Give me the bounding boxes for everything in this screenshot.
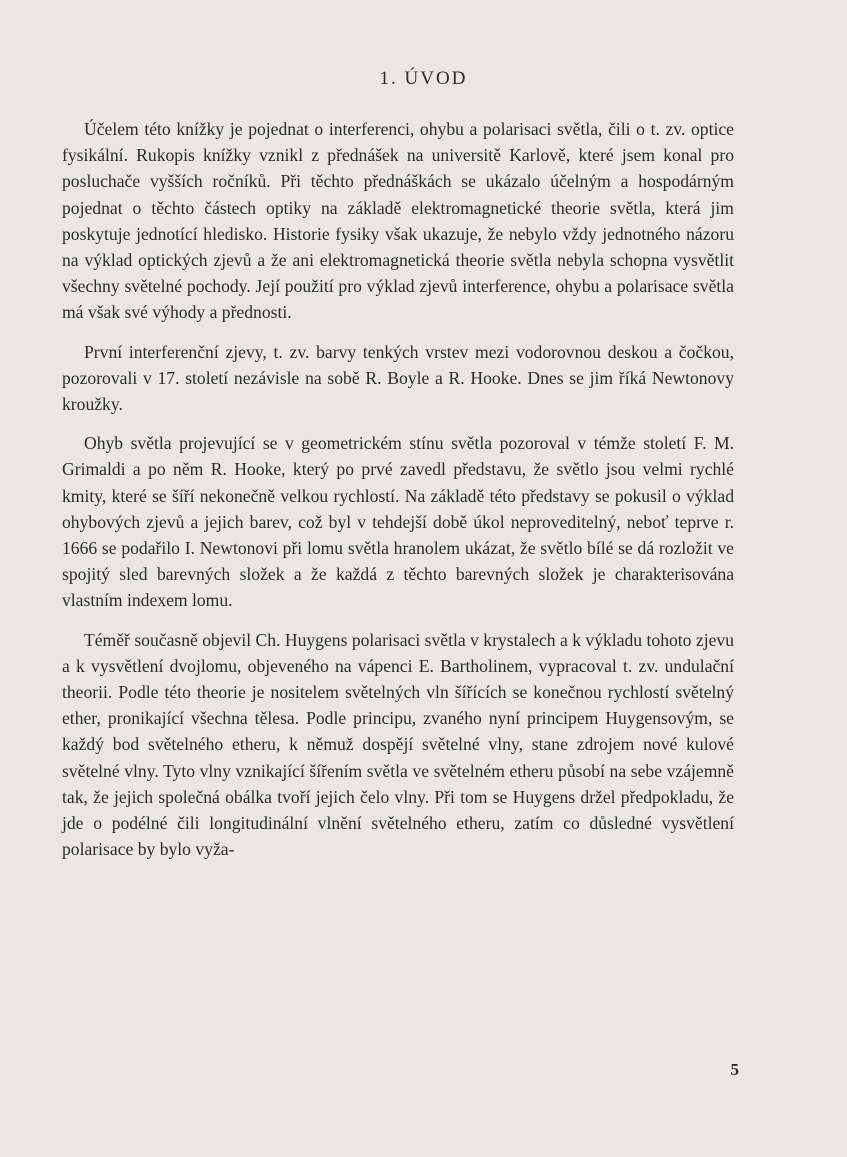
page-number: 5 [730,1060,739,1079]
chapter-heading: 1. ÚVOD [379,68,468,89]
paragraph-1: Účelem této knížky je pojednat o interferenci, ohybu a polarisaci světla, čili o t. zv. optice fysikální. Rukopis knížky vznikl z přednášek na universitě Karlově, které jsem konal pro posluchače vyšších ročníků. Při těchto přednáškách se ukázalo účelným a hospodárným pojednat o těchto částech optiky na základě elektromagnetické theorie světla, která jim poskytuje jednotící hledisko. Historie fysiky však ukazuje, že nebylo vždy jednotného názoru na výklad optických zjevů a že ani elektromagnetická theorie světla nebyla schopna vysvětlit všechny světelné pochody. Její použití pro výklad zjevů interference, ohybu a polarisace světla má však své výhody a přednosti. [62,119,734,323]
paragraph-2: První interferenční zjevy, t. zv. barvy tenkých vrstev mezi vodorovnou deskou a čočkou, pozorovali v 17. století nezávisle na sobě R. Boyle a R. Hooke. Dnes se jim říká Newtonovy kroužky. [62,341,734,415]
paragraph-3: Ohyb světla projevující se v geometrickém stínu světla pozoroval v témže století F. M. Grimaldi a po něm R. Hooke, který po prvé zavedl představu, že světlo jsou velmi rychlé kmity, které se šíří nekonečně velkou rychlostí. Na základě této představy se pokusil o výklad ohybových zjevů a jejich barev, což byl v tehdejší době úkol neproveditelný, neboť teprve r. 1666 se podařilo I. Newtonovi při lomu světla hranolem ukázat, že světlo bílé se dá rozložit ve spojitý sled barevných složek a že každá z těchto barevných složek je charakterisována vlastním indexem lomu. [62,433,734,611]
paragraph-4: Téměř současně objevil Ch. Huygens polarisaci světla v krystalech a k výkladu tohoto zjevu a k vysvětlení dvojlomu, objeveného na vápenci E. Bartholinem, vypracoval t. zv. undulační theorii. Podle této theorie je nositelem světelných vln šířících se konečnou rychlostí světelný ether, pronikající všechna tělesa. Podle principu, zvaného nyní principem Huygensovým, se každý bod světelného etheru, k němuž dospějí světelné vlny, stane zdrojem nové kulové světelné vlny. Tyto vlny vznikající šířením světla ve světelném etheru působí na sebe vzájemně tak, že jejich společná obálka tvoří jejich čelo vlny. Při tom se Huygens držel předpokladu, že jde o podélné čili longitudinální vlnění světelného etheru, zatím co důsledné vysvětlení polarisace by bylo vyža- [62,629,734,860]
body-text [62,116,734,875]
